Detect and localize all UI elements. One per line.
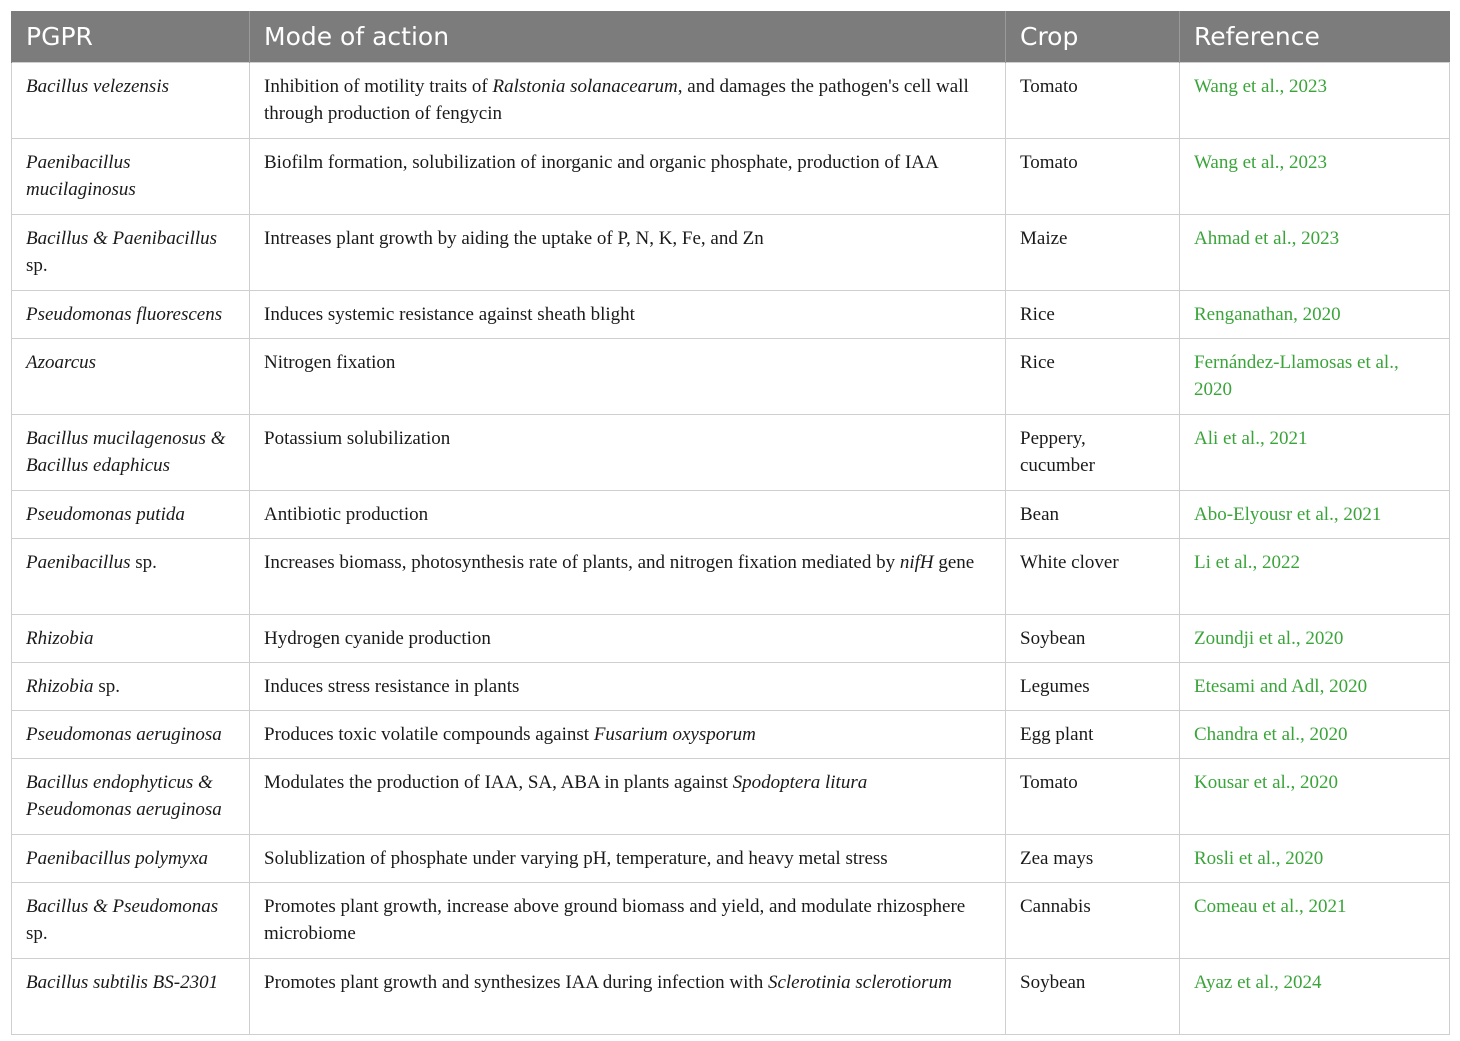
cell-reference-link[interactable]: Rosli et al., 2020	[1180, 834, 1450, 882]
cell-reference-link[interactable]: Abo-Elyousr et al., 2021	[1180, 490, 1450, 538]
cell-pgpr: Bacillus velezensis	[12, 62, 250, 138]
cell-crop: Maize	[1006, 214, 1180, 290]
cell-pgpr: Azoarcus	[12, 338, 250, 414]
cell-reference-link[interactable]: Kousar et al., 2020	[1180, 758, 1450, 834]
cell-crop: Tomato	[1006, 758, 1180, 834]
cell-mode-of-action: Increases biomass, photosynthesis rate of plants, and nitrogen fixation mediated by nifH gene	[250, 538, 1006, 614]
cell-mode-of-action: Induces stress resistance in plants	[250, 662, 1006, 710]
cell-mode-of-action: Produces toxic volatile compounds against Fusarium oxysporum	[250, 710, 1006, 758]
table-row	[12, 758, 1450, 834]
cell-mode-of-action: Hydrogen cyanide production	[250, 614, 1006, 662]
table-row	[12, 958, 1450, 1034]
cell-reference-link[interactable]: Fernández-Llamosas et al., 2020	[1180, 338, 1450, 414]
cell-pgpr: Bacillus subtilis BS-2301	[12, 958, 250, 1034]
cell-crop: Bean	[1006, 490, 1180, 538]
cell-reference-link[interactable]: Comeau et al., 2021	[1180, 882, 1450, 958]
table-row	[12, 710, 1450, 758]
cell-crop: Soybean	[1006, 958, 1180, 1034]
cell-pgpr: Bacillus & Pseudomonas sp.	[12, 882, 250, 958]
cell-pgpr: Rhizobia	[12, 614, 250, 662]
cell-pgpr: Bacillus endophyticus & Pseudomonas aeruginosa	[12, 758, 250, 834]
table-body	[12, 62, 1450, 1034]
cell-reference-link[interactable]: Etesami and Adl, 2020	[1180, 662, 1450, 710]
pgpr-table	[11, 11, 1450, 1035]
cell-mode-of-action: Modulates the production of IAA, SA, ABA in plants against Spodoptera litura	[250, 758, 1006, 834]
header-reference: Reference	[1180, 11, 1450, 62]
cell-reference-link[interactable]: Chandra et al., 2020	[1180, 710, 1450, 758]
table-row	[12, 834, 1450, 882]
cell-crop: Zea mays	[1006, 834, 1180, 882]
cell-pgpr: Bacillus mucilagenosus & Bacillus edaphicus	[12, 414, 250, 490]
cell-mode-of-action: Promotes plant growth and synthesizes IAA during infection with Sclerotinia sclerotiorum	[250, 958, 1006, 1034]
cell-crop: Soybean	[1006, 614, 1180, 662]
cell-pgpr: Pseudomonas fluorescens	[12, 290, 250, 338]
cell-reference-link[interactable]: Ahmad et al., 2023	[1180, 214, 1450, 290]
cell-crop: Rice	[1006, 338, 1180, 414]
cell-crop: Cannabis	[1006, 882, 1180, 958]
cell-reference-link[interactable]: Wang et al., 2023	[1180, 138, 1450, 214]
cell-crop: Legumes	[1006, 662, 1180, 710]
cell-pgpr: Bacillus & Paenibacillus sp.	[12, 214, 250, 290]
cell-crop: Egg plant	[1006, 710, 1180, 758]
table-row	[12, 338, 1450, 414]
table-row	[12, 414, 1450, 490]
cell-pgpr: Pseudomonas aeruginosa	[12, 710, 250, 758]
cell-crop: Rice	[1006, 290, 1180, 338]
cell-reference-link[interactable]: Li et al., 2022	[1180, 538, 1450, 614]
pgpr-table-container	[11, 11, 1449, 1035]
table-row	[12, 62, 1450, 138]
cell-mode-of-action: Inhibition of motility traits of Ralstonia solanacearum, and damages the pathogen's cell wall through production of fengycin	[250, 62, 1006, 138]
cell-reference-link[interactable]: Ali et al., 2021	[1180, 414, 1450, 490]
cell-pgpr: Paenibacillus mucilaginosus	[12, 138, 250, 214]
table-row	[12, 214, 1450, 290]
cell-crop: Peppery, cucumber	[1006, 414, 1180, 490]
cell-reference-link[interactable]: Ayaz et al., 2024	[1180, 958, 1450, 1034]
header-row	[12, 11, 1450, 62]
cell-crop: Tomato	[1006, 62, 1180, 138]
table-row	[12, 138, 1450, 214]
table-header	[12, 11, 1450, 62]
header-crop: Crop	[1006, 11, 1180, 62]
cell-pgpr: Paenibacillus sp.	[12, 538, 250, 614]
cell-mode-of-action: Induces systemic resistance against sheath blight	[250, 290, 1006, 338]
cell-crop: Tomato	[1006, 138, 1180, 214]
cell-reference-link[interactable]: Wang et al., 2023	[1180, 62, 1450, 138]
header-mode-of-action: Mode of action	[250, 11, 1006, 62]
cell-mode-of-action: Intreases plant growth by aiding the uptake of P, N, K, Fe, and Zn	[250, 214, 1006, 290]
cell-mode-of-action: Potassium solubilization	[250, 414, 1006, 490]
cell-mode-of-action: Nitrogen fixation	[250, 338, 1006, 414]
cell-pgpr: Pseudomonas putida	[12, 490, 250, 538]
table-row	[12, 662, 1450, 710]
cell-mode-of-action: Solublization of phosphate under varying pH, temperature, and heavy metal stress	[250, 834, 1006, 882]
cell-reference-link[interactable]: Zoundji et al., 2020	[1180, 614, 1450, 662]
cell-mode-of-action: Biofilm formation, solubilization of inorganic and organic phosphate, production of IAA	[250, 138, 1006, 214]
cell-pgpr: Rhizobia sp.	[12, 662, 250, 710]
table-row	[12, 538, 1450, 614]
cell-crop: White clover	[1006, 538, 1180, 614]
cell-pgpr: Paenibacillus polymyxa	[12, 834, 250, 882]
table-row	[12, 882, 1450, 958]
cell-mode-of-action: Antibiotic production	[250, 490, 1006, 538]
cell-mode-of-action: Promotes plant growth, increase above ground biomass and yield, and modulate rhizosphere microbiome	[250, 882, 1006, 958]
table-row	[12, 490, 1450, 538]
cell-reference-link[interactable]: Renganathan, 2020	[1180, 290, 1450, 338]
table-row	[12, 290, 1450, 338]
header-pgpr: PGPR	[12, 11, 250, 62]
table-row	[12, 614, 1450, 662]
